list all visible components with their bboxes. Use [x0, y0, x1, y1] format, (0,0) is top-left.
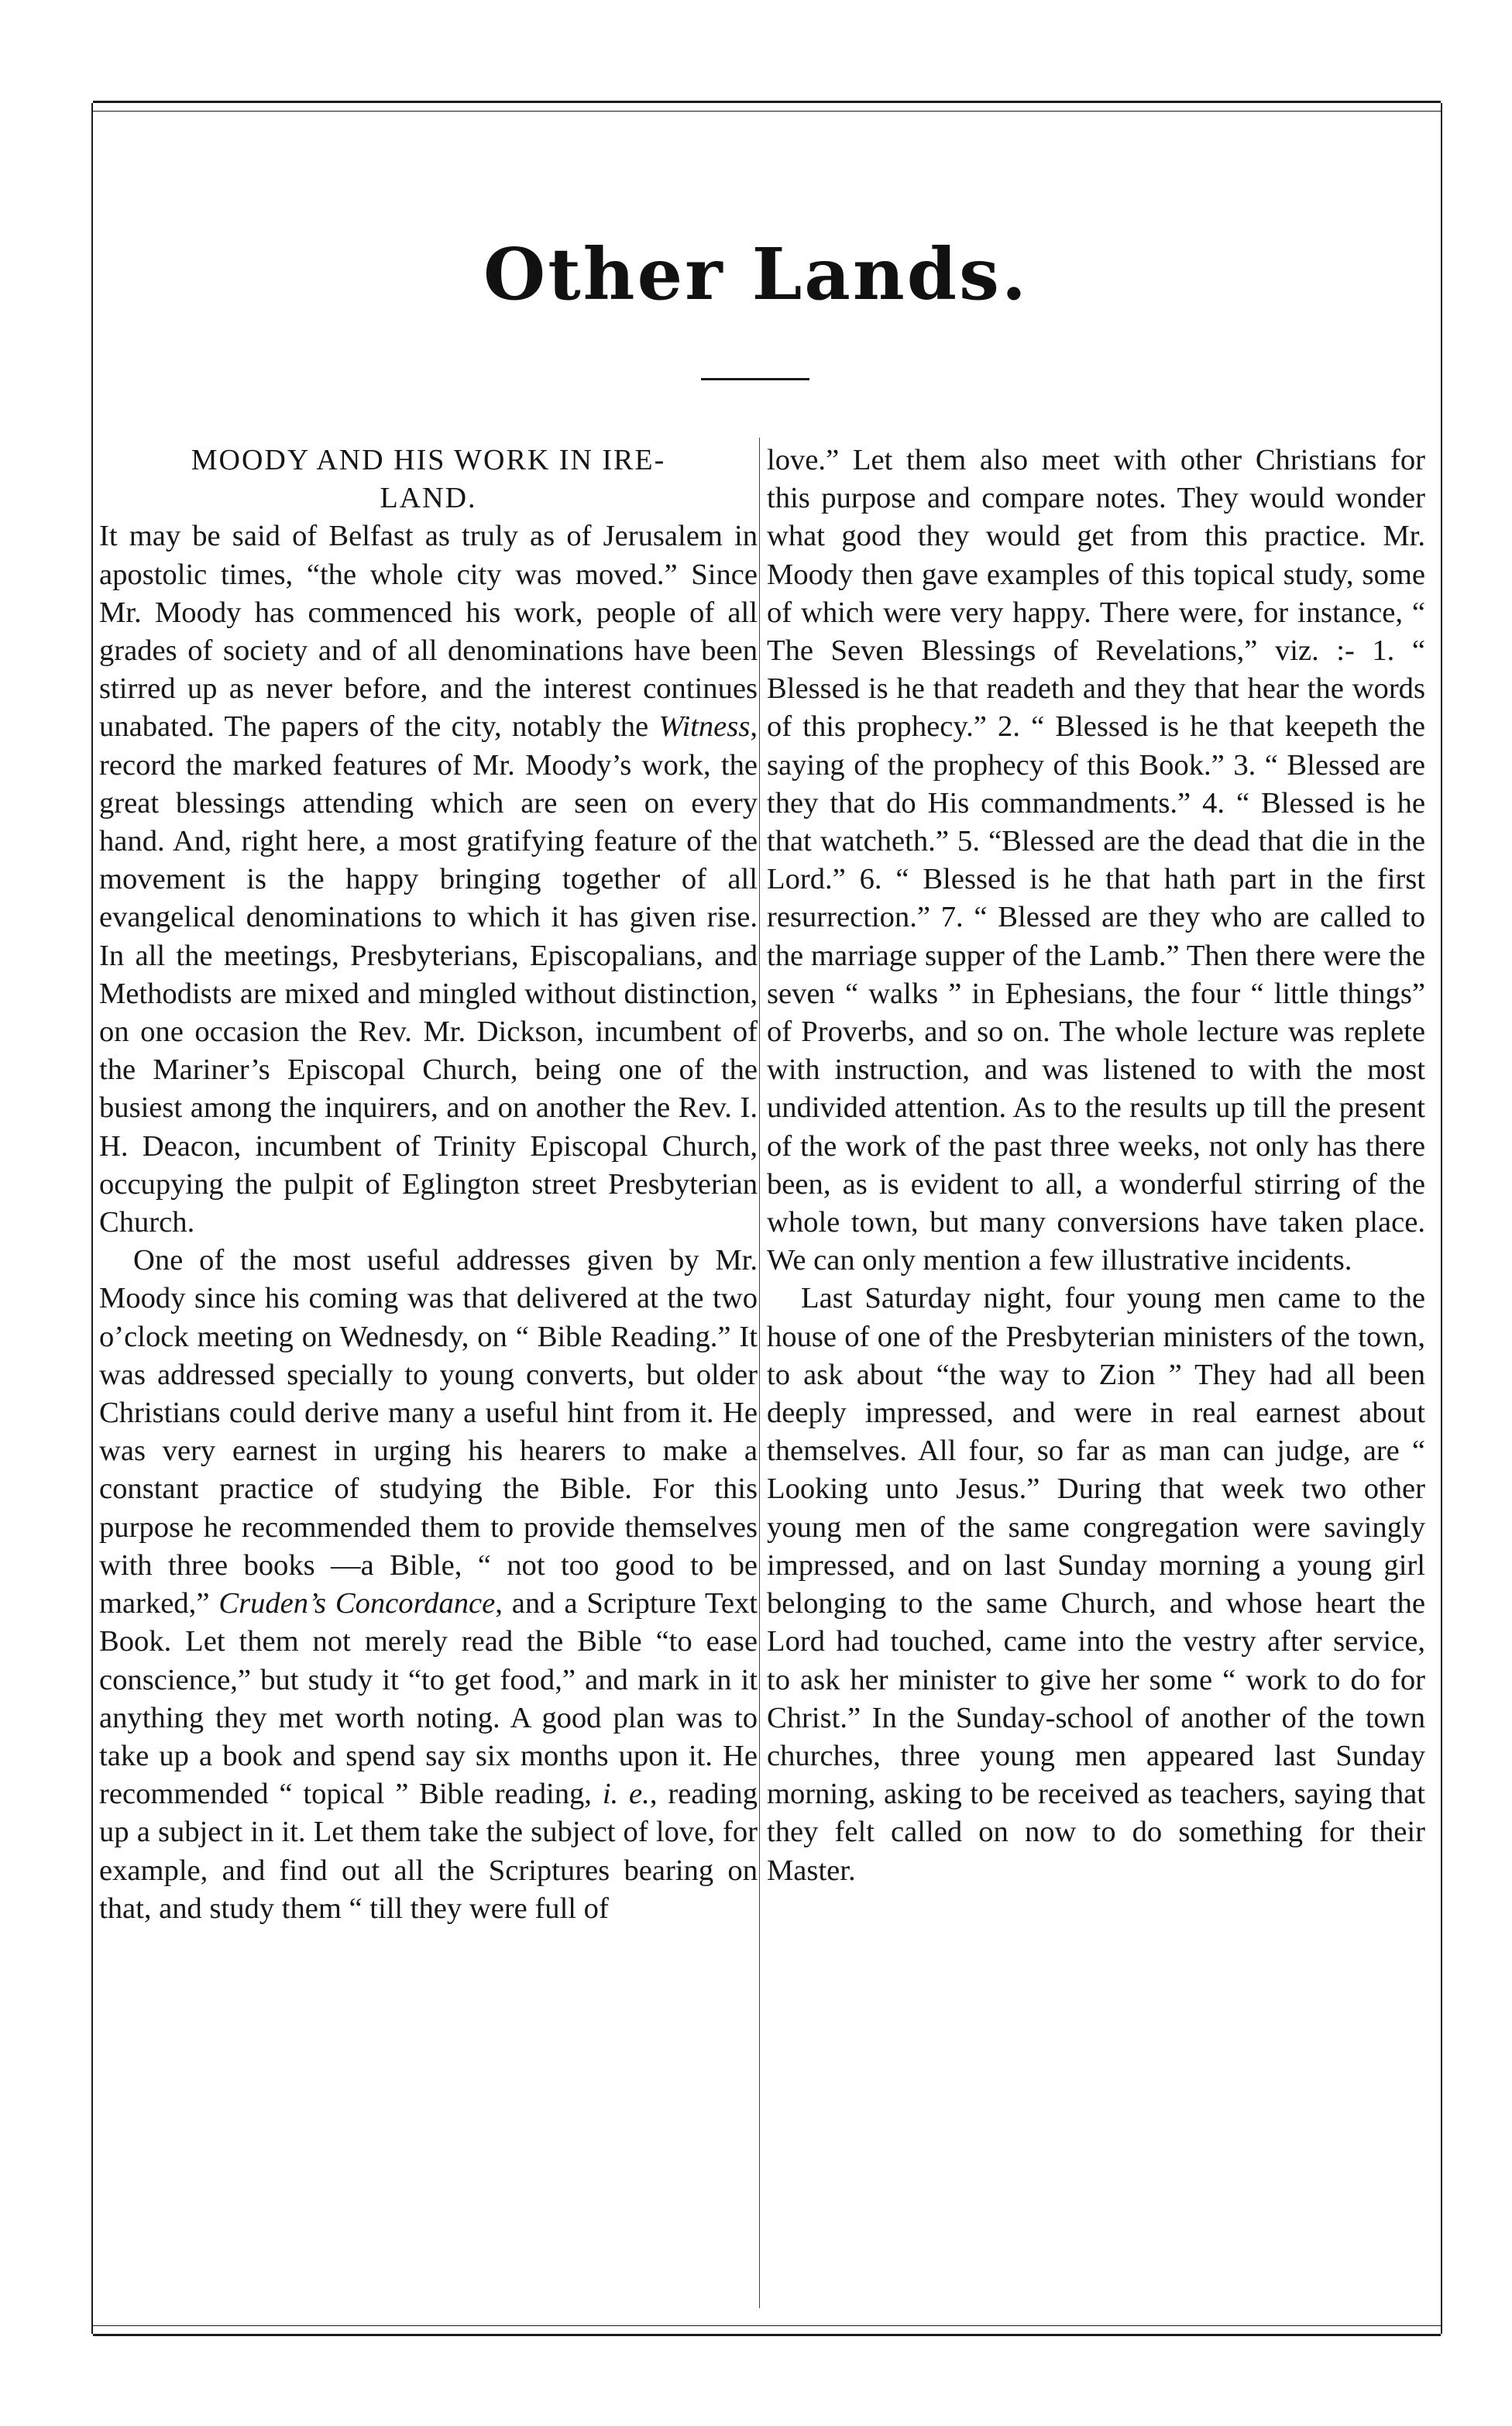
title-rule [701, 378, 809, 380]
paragraph-p4 [767, 1280, 1425, 1889]
body-text: One of the most useful addresses given by Mr. Moody since his coming was that delivered at the two o’clock meeting on Wednesdy, on “ Bible Reading.” It was addressed specially to young converts, but older Christians could derive many a useful hint from it. He was very earnest in urging his hearers to make a constant practice of studying the Bible. For this purpose he recommended them to provide themselves with three books —a Bible, “ not too good to be marked,” [99, 1244, 758, 1620]
paragraph-p1 [99, 517, 758, 1242]
body-text: Last Saturday night, four young men came to the house of one of the Presbyterian ministers of the town, to ask about “the way to Zion ” They had all been deeply impressed, and were in real earnest about themselves. All four, so far as man can judge, are “ Looking unto Jesus.” During that week two other young men of the same congregation were savingly impressed, and on last Sunday morning a young girl belonging to the same Church, and whose heart the Lord had touched, came into the vestry after service, to ask her minister to give her some “ work to do for Christ.” In the Sunday-school of another of the town churches, three young men appeared last Sunday morning, asking to be received as teachers, saying that they felt called on now to do something for their Master. [767, 1282, 1425, 1887]
body-text: love.” Let them also meet with other Christians for this purpose and compare notes. They would wonder what good they would get from this practice. Mr. Moody then gave examples of this topical study, some of which were very happy. There were, for instance, “ The Seven Blessings of Revelations,” viz. :- 1. “ Blessed is he that readeth and they that hear the words of this prophecy.” 2. “ Blessed is he that keepeth the saying of the prophecy of this Book.” 3. “ Blessed are they that do His commandments.” 4. “ Blessed is he that watcheth.” 5. “Blessed are the dead that die in the Lord.” 6. “ Blessed is he that hath part in the first resurrection.” 7. “ Blessed are they who are called to the marriage supper of the Lamb.” Then there were the seven “ walks ” in Ephesians, the four “ little things” of Proverbs, and so on. The whole lecture was replete with instruction, and was listened to with the most undivided attention. As to the results up till the present of the work of the past three weeks, not only has there been, as is evident to all, a wonderful stirring of the whole town, but many conversions have taken place. We can only mention a few illustrative incidents. [767, 444, 1425, 1277]
body-text: It may be said of Belfast as truly as of Jerusalem in apostolic times, “the whole city was moved.” Since Mr. Moody has commenced his work, people of all grades of society and of all denominations have been stirred up as never before, and the interest continues unabated. The papers of the city, notably the [99, 520, 758, 744]
frame-inner-bottom-rule [93, 2325, 1441, 2326]
frame-right-rule [1441, 103, 1442, 2334]
italic-text: Witness [658, 710, 751, 744]
column-divider [759, 438, 760, 2308]
left-column [99, 442, 758, 1928]
left-paragraphs [99, 517, 758, 1928]
section-title: Other Lands. [483, 232, 1029, 316]
italic-text: i. e. [602, 1778, 650, 1811]
article-heading-line2: LAND. [380, 482, 477, 515]
frame-inner-top-rule [93, 111, 1441, 112]
right-column [767, 442, 1425, 1890]
right-paragraphs [767, 442, 1425, 1890]
article-heading-line1: MOODY AND HIS WORK IN IRE- [191, 444, 666, 476]
body-text: , record the marked features of Mr. Moody’s work, the great blessings attending which are seen on every hand. And, right here, a most gratifying feature of the movement is the happy bringing together of all evangelical denominations to which it has given rise. In all the meetings, Presbyterians, Episcopalians, and Methodists are mixed and mingled without distinction, on one occasion the Rev. Mr. Dickson, incumbent of the Mariner’s Episcopal Church, being one of the busiest among the inquirers, and on another the Rev. I. H. Deacon, incumbent of Trinity Episcopal Church, occupying the pulpit of Eglington street Presbyterian Church. [99, 710, 758, 1239]
body-text: , and a Scripture Text Book. Let them not merely read the Bible “to ease conscience,” but study it “to get food,” and mark in it anything they met worth noting. A good plan was to take up a book and spend say six months upon it. He recommended “ topical ” Bible reading, [99, 1587, 758, 1811]
article-heading [99, 442, 758, 517]
italic-text: Cruden’s Concordance [218, 1587, 496, 1620]
paragraph-p2 [99, 1242, 758, 1928]
frame-left-rule [91, 103, 93, 2334]
paragraph-p3 [767, 442, 1425, 1280]
body-text: , reading up a subject in it. Let them take the subject of love, for example, and find out all the Scriptures bearing on that, and study them “ till they were full of [99, 1778, 758, 1925]
